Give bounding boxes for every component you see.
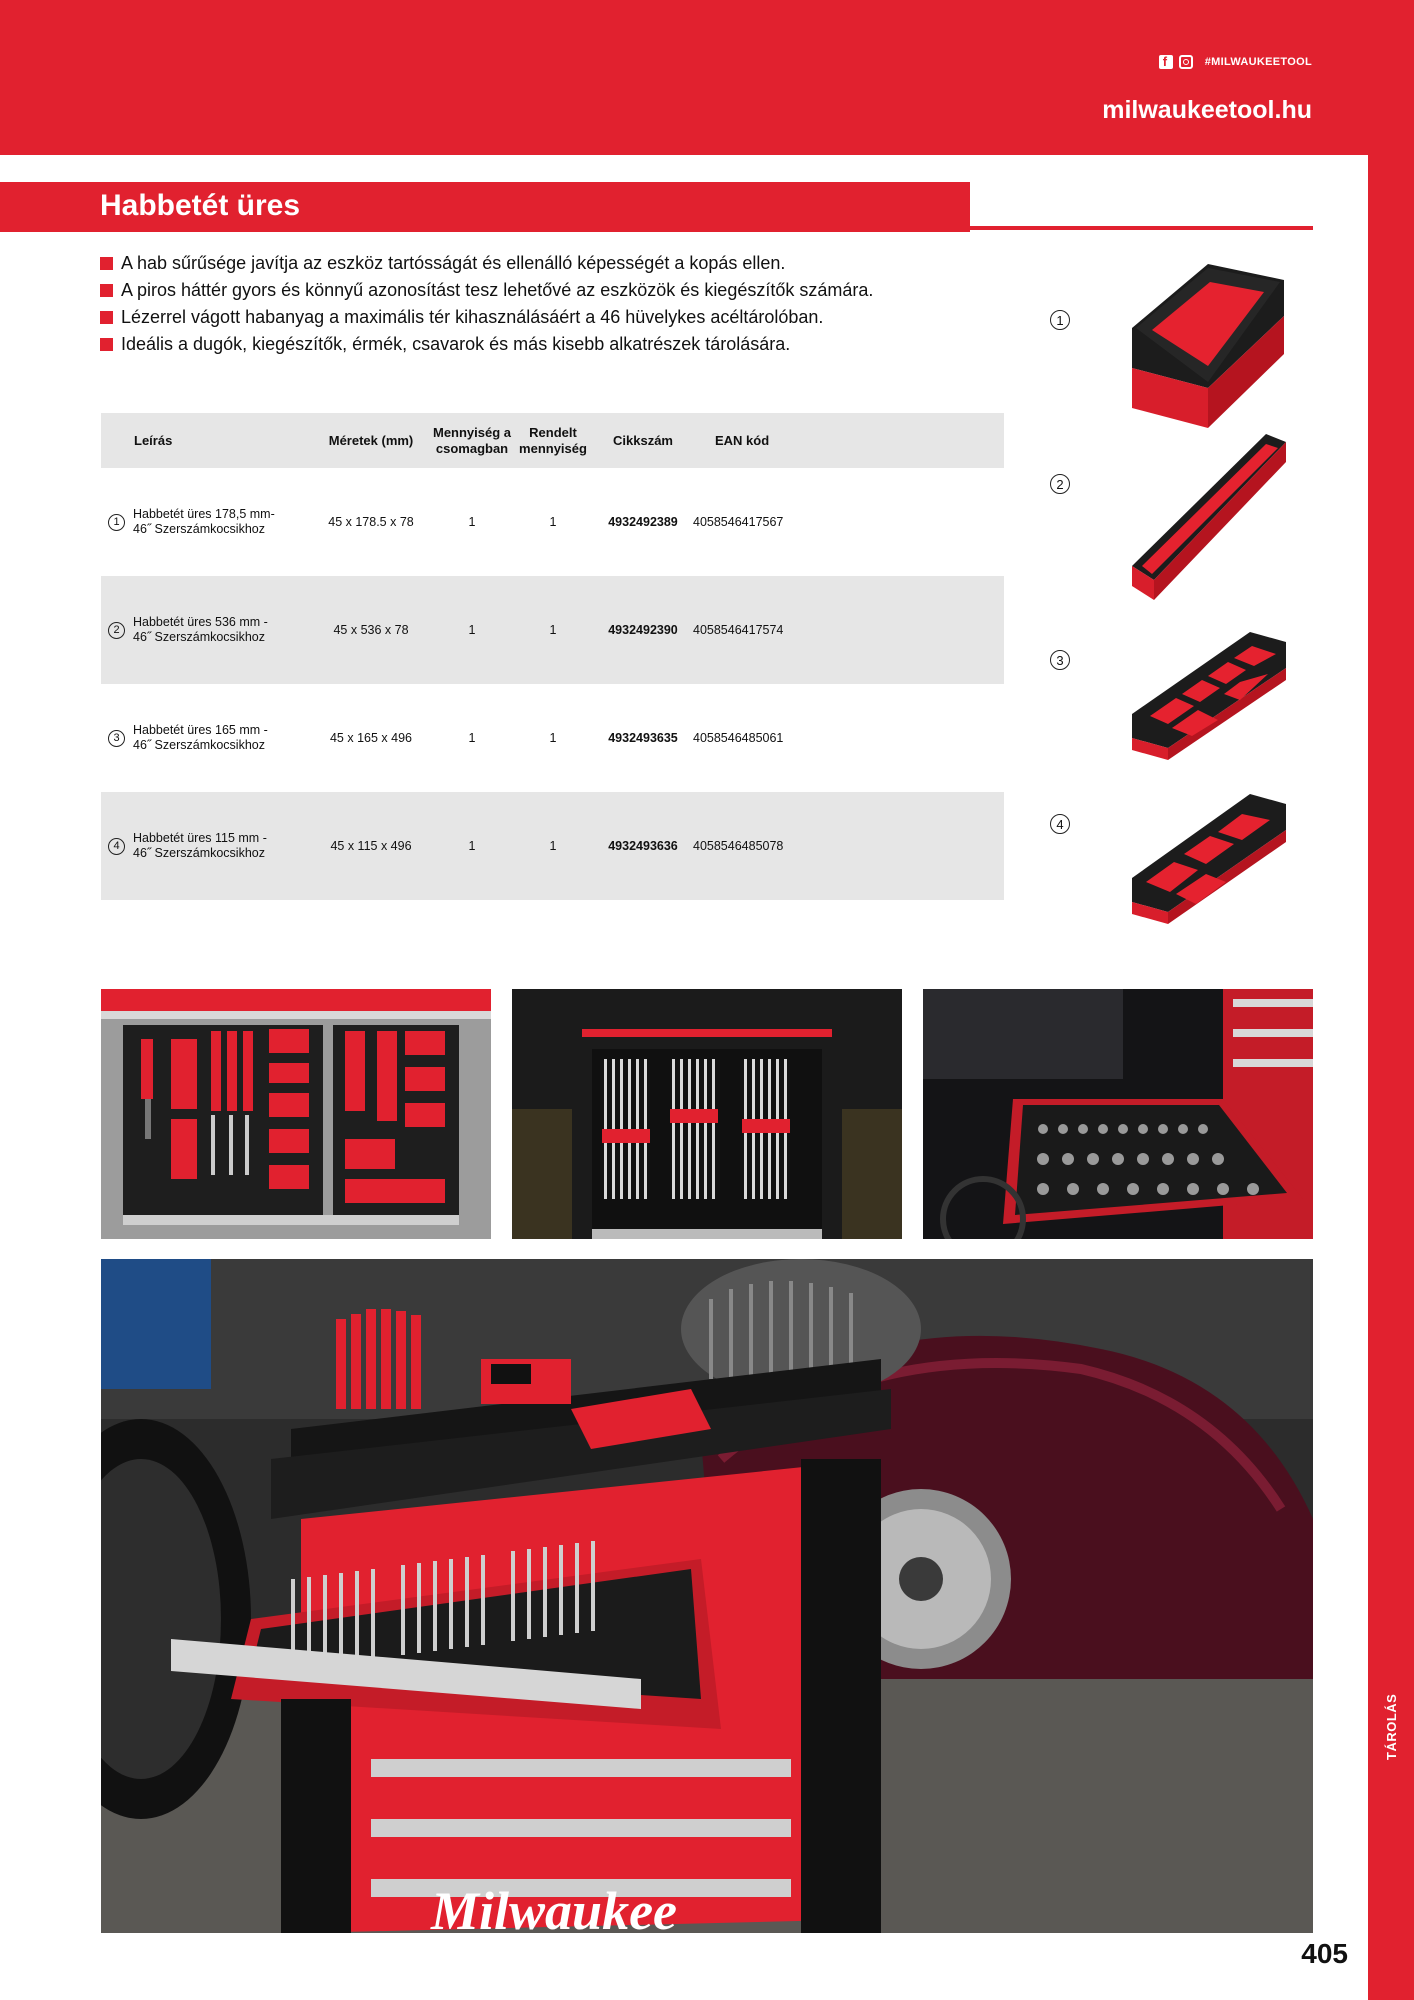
- desc-line2: 46˝ Szerszámkocsikhoz: [133, 522, 265, 536]
- hashtag: #MILWAUKEETOOL: [1204, 56, 1312, 68]
- foam-tray-box-image: [1090, 258, 1290, 438]
- cell-order-qty: 1: [513, 792, 593, 900]
- tray-image-2: [1040, 430, 1300, 610]
- desc-line2: 46˝ Szerszámkocsikhoz: [133, 738, 265, 752]
- tray-image-1: [1040, 258, 1300, 438]
- tray-number-badge: 1: [1050, 310, 1070, 330]
- foam-tray-pockets-image: [1090, 790, 1290, 930]
- facebook-icon[interactable]: [1159, 55, 1173, 69]
- cell-description: [101, 576, 311, 684]
- header-order-qty-line1: Rendelt: [529, 424, 577, 440]
- cell-article: 4932493635: [608, 731, 678, 745]
- desc-line2: 46˝ Szerszámkocsikhoz: [133, 846, 265, 860]
- cell-dimensions: 45 x 115 x 496: [311, 792, 431, 900]
- desc-line1: Habbetét üres 178,5 mm-: [133, 507, 275, 521]
- title-underline: [970, 226, 1313, 230]
- cell-qty-pack: 1: [431, 792, 513, 900]
- table-row: [101, 576, 1004, 684]
- table-row: [101, 684, 1004, 792]
- cell-dimensions: 45 x 536 x 78: [311, 576, 431, 684]
- tool-cart-photo: [101, 1259, 1313, 1933]
- table-row: [101, 792, 1004, 900]
- header-qty-pack-line1: Mennyiség a: [432, 424, 512, 440]
- feature-list: [100, 250, 1000, 358]
- cell-ean: 4058546417567: [693, 515, 784, 529]
- page-number: 405: [1301, 1938, 1348, 1969]
- cell-ean: 4058546417574: [693, 576, 1004, 684]
- bullet-square-icon: [100, 338, 113, 351]
- instagram-icon[interactable]: [1179, 55, 1193, 69]
- foam-tray-long-image: [1090, 430, 1290, 610]
- cell-description: [101, 468, 311, 576]
- cell-dimensions: 45 x 165 x 496: [329, 731, 412, 745]
- drawer-wrenches-photo: [512, 989, 902, 1239]
- header-qty-pack: [431, 413, 513, 468]
- item-number-badge: 3: [108, 730, 125, 747]
- tray-number-badge: 3: [1050, 650, 1070, 670]
- feature-item: [100, 250, 1000, 277]
- cell-order-qty: 1: [549, 731, 557, 745]
- header-order-qty: [513, 413, 593, 468]
- foam-tray-compartments-image: [1090, 628, 1290, 768]
- cell-article: 4932492389: [608, 515, 678, 529]
- cell-ean: 4058546485078: [693, 792, 1004, 900]
- tray-image-3: [1040, 628, 1300, 768]
- cell-order-qty: 1: [549, 515, 557, 529]
- bullet-square-icon: [100, 311, 113, 324]
- tray-number-badge: 2: [1050, 474, 1070, 494]
- cell-qty-pack: 1: [468, 731, 476, 745]
- drawer-hand-tools-photo: [101, 989, 491, 1239]
- cart-brand-logo: Milwaukee: [431, 1881, 678, 1933]
- cell-ean: 4058546485061: [693, 731, 784, 745]
- header-band: [0, 0, 1414, 155]
- feature-text: A piros háttér gyors és könnyű azonosítást tesz lehetővé az eszközök és kiegészítők számára.: [121, 280, 874, 300]
- cell-qty-pack: 1: [431, 576, 513, 684]
- cell-article: 4932492390: [593, 576, 693, 684]
- feature-item: [100, 304, 1000, 331]
- social-links: [1159, 55, 1312, 69]
- header-dimensions: Méretek (mm): [311, 413, 431, 468]
- cell-description: [101, 684, 311, 792]
- header-order-qty-line2: mennyiség: [519, 440, 587, 456]
- feature-item: [100, 277, 1000, 304]
- table-row: [101, 468, 1004, 576]
- site-url[interactable]: milwaukeetool.hu: [1102, 96, 1312, 124]
- header-description: Leírás: [101, 413, 311, 468]
- desc-line1: Habbetét üres 165 mm -: [133, 723, 268, 737]
- header-article: Cikkszám: [593, 413, 693, 468]
- feature-text: Lézerrel vágott habanyag a maximális tér kihasználásáért a 46 hüvelykes acéltárolóban.: [121, 307, 824, 327]
- item-number-badge: 1: [108, 514, 125, 531]
- cell-order-qty: 1: [513, 576, 593, 684]
- tray-image-4: [1040, 790, 1300, 930]
- table-header-row: [101, 413, 1004, 468]
- bullet-square-icon: [100, 284, 113, 297]
- cell-description: [101, 792, 311, 900]
- drawer-sockets-photo: [923, 989, 1313, 1239]
- cell-qty-pack: 1: [468, 515, 476, 529]
- bullet-square-icon: [100, 257, 113, 270]
- header-ean: EAN kód: [693, 413, 1004, 468]
- item-number-badge: 4: [108, 838, 125, 855]
- header-qty-pack-line2: csomagban: [435, 440, 509, 456]
- tray-number-badge: 4: [1050, 814, 1070, 834]
- product-table: [101, 413, 1004, 900]
- desc-line2: 46˝ Szerszámkocsikhoz: [133, 630, 265, 644]
- cell-dimensions: 45 x 178.5 x 78: [328, 515, 414, 529]
- cell-article: 4932493636: [593, 792, 693, 900]
- feature-text: Ideális a dugók, kiegészítők, érmék, csavarok és más kisebb alkatrészek tárolására.: [121, 334, 791, 354]
- feature-item: [100, 331, 1000, 358]
- desc-line1: Habbetét üres 536 mm -: [133, 615, 268, 629]
- section-side-label: TÁROLÁS: [1384, 1693, 1399, 1760]
- item-number-badge: 2: [108, 622, 125, 639]
- feature-text: A hab sűrűsége javítja az eszköz tartósságát és ellenálló képességét a kopás ellen.: [121, 253, 786, 273]
- desc-line1: Habbetét üres 115 mm -: [133, 831, 267, 845]
- page-title: Habbetét üres: [100, 189, 301, 222]
